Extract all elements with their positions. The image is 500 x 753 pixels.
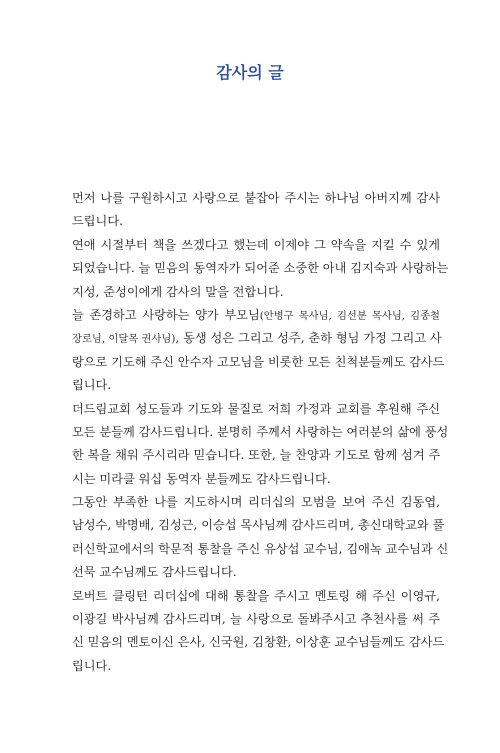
text-line: 신 믿음의 멘토이신 은사, 신국원, 김창환, 이상훈 교수님들께도 감사드 [72, 635, 445, 650]
paragraph-1 [60, 187, 440, 234]
paragraph-5 [60, 491, 449, 585]
text-line: 로버트 클링턴 리더십에 대해 통찰을 주시고 멘토링 해 주신 이영규, [72, 588, 440, 603]
paragraph-2 [60, 234, 449, 304]
text-line: 지성, 준성이에게 감사의 말을 전합니다. [72, 284, 284, 299]
text-line: 러신학교에서의 학문적 통찰을 주신 유상섭 교수님, 김애녹 교수님과 신 [72, 541, 449, 556]
text-segment: , 동생 성은 그리고 성주, 춘하 형님 가정 그리고 사 [175, 331, 442, 346]
text-line: 그동안 부족한 나를 지도하시며 리더십의 모범을 보여 주신 김동엽, [72, 495, 440, 510]
text-line: 이광길 박사님께 감사드리며, 늘 사랑으로 돌봐주시고 추천사를 써 주 [72, 612, 440, 627]
acknowledgements-body [60, 187, 449, 678]
text-segment-small: 장로님, 이달목 권사님) [72, 333, 176, 346]
page-title: 감사의 글 [216, 63, 284, 82]
text-line: 립니다. [72, 378, 112, 393]
text-line: 먼저 나를 구원하시고 사랑으로 붙잡아 주시는 하나님 아버지께 감사 [72, 191, 440, 205]
text-line: 남성수, 박명배, 김성근, 이승섭 목사님께 감사드리며, 총신대학교와 풀 [72, 518, 445, 533]
text-line: 시는 미라클 워십 동역자 분들께도 감사드립니다. [72, 471, 331, 486]
text-line: 랑으로 기도해 주신 안수자 고모님을 비롯한 모든 친척분들께도 감사드 [72, 354, 445, 369]
text-line [60, 327, 440, 350]
text-line: 선묵 교수님께도 감사드립니다. [72, 565, 237, 580]
paragraph-3 [60, 304, 445, 398]
text-line: 되었습니다. 늘 믿음의 동역자가 되어준 소중한 아내 김지숙과 사랑하는 [72, 261, 449, 276]
text-segment-small: (안병구 목사님, 김선분 목사님, 김종철 [259, 309, 440, 322]
text-line: 한 복을 채워 주시리라 믿습니다. 또한, 늘 찬양과 기도로 함께 섬겨 주 [72, 448, 441, 463]
paragraph-6 [60, 585, 445, 679]
text-line: 립니다. [72, 658, 112, 673]
text-line: 연애 시절부터 책을 쓰겠다고 했는데 이제야 그 약속을 지킬 수 있게 [72, 237, 440, 252]
text-segment: 늘 존경하고 사랑하는 양가 부모님 [72, 307, 260, 322]
text-line [60, 304, 440, 327]
text-line: 모든 분들께 감사드립니다. 분명히 주께서 사랑하는 여러분의 삶에 풍성 [72, 424, 449, 439]
text-line: 더드림교회 성도들과 기도와 물질로 저희 가정과 교회를 후원해 주신 [72, 401, 440, 416]
paragraph-4 [60, 398, 449, 492]
text-line: 드립니다. [72, 214, 123, 229]
